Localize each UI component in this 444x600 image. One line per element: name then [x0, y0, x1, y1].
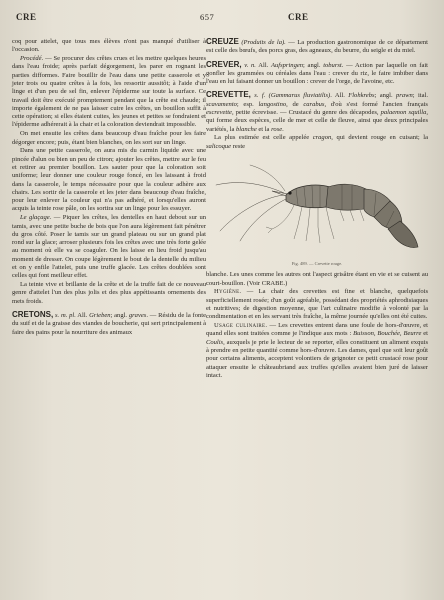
cretons-etym-mid: ; angl. [110, 312, 129, 319]
crevette-etym-ital-pre: ; ital. [412, 92, 428, 100]
crevette-p2-c: reste [231, 142, 246, 150]
crevette-text-c: , qui forme deux espèces, celle de mer et celle de fleuve, ainsi que deux principales variétés, la [206, 109, 428, 133]
crevette-text-d: et la [256, 125, 272, 133]
crevette-etym-all: Flohkrebs [348, 92, 375, 100]
shrimp-engraving [206, 155, 428, 259]
cretons-text: — Résidu de la fonte du suif et de la graisse des viandes de boucherie, qui sert principalement à faire des pains pour la nourriture des animaux [12, 312, 206, 336]
crever-etym-mid: ; angl. [303, 61, 324, 69]
crevette-palaemon: palaemon squilla [380, 109, 427, 117]
crever-headword: CREVER, [206, 59, 242, 69]
crevette-etym-esp: langostino [258, 100, 287, 108]
cretons-etym-all: Grieben [89, 312, 111, 319]
crevette-qualifier: (Gammarus fluviatilis) [268, 92, 331, 100]
crever-etym-angl: toburst [323, 61, 342, 69]
teinte-paragraph: La teinte vive et brillante de la crête et de la truffe fait de ce nouveau genre d'attelet l'un des plus jolis et des plus appétissants ornements des mets froids. [12, 281, 206, 305]
crevette-etym-pre: . All. [330, 92, 349, 100]
procede-label: Procédé. [20, 55, 44, 63]
crever-etym-post: . [341, 61, 344, 69]
cretons-headword: CRETONS, [12, 310, 54, 319]
crevette-etym-carabus: carabus [303, 100, 325, 108]
crever-gram: v. n. [241, 61, 256, 69]
glacage-label: Le glaçage. [20, 214, 52, 222]
creuze-text: — La production gastronomique de ce département est celle des bœufs, des porcs gras, des agneaux, du beurre, du seigle et du miel. [206, 39, 428, 55]
usage-text-b: , auxquels je prie le lecteur de se reporter, elles constituent un aliment exquis à prendre en petite quantité comme hors-d'œuvre. Les dames, quel que soit leur goût pour certains aliments, acceptent volontiers de grignoter ce petit crustacé rose pour attaquer ensuite le châteaubriand aux truffes qu'elles avaient bien juré de laisser intact. [206, 338, 428, 379]
cretons-etym-pre: All. [75, 312, 90, 319]
page-number: 657 [200, 12, 215, 22]
usage-text-a: — Les crevettes entrent dans une foule de hors-d'œuvre, et quand elles sont traitées comme je l'indique aux mots : [206, 322, 428, 338]
crevette-etym-esp-pre: ; esp. [236, 100, 259, 108]
shrimp-illustration [206, 155, 428, 259]
crever-entry [206, 61, 428, 87]
cretons-entry [12, 311, 206, 337]
hygiene-text: — La chair des crevettes est fine et blanche, quelquefois superficiellement rosée; d'un goût agréable, possédant des propriétés aphrodisiaques et nutritives; de digestion moyenne, que l'art culinaire modifie à volonté par la condimentation et en les servant très fraîche, la même journée qu'elles ont été cuites. [206, 288, 428, 321]
crevette-varieties-paragraph [206, 134, 428, 151]
crevette-etym-angl: prawn [396, 92, 413, 100]
crevette-headword: CREVETTE, [206, 90, 251, 100]
crevette-p2-b: , qui devient rouge en cuisant; la [331, 134, 428, 142]
intro-paragraph: coq pour attelet, que tous mes élèves n'ont pas manqué d'utiliser à l'occasion. [12, 38, 206, 54]
usage-label: Usage culinaire. [214, 322, 268, 330]
crevette-color-paragraph: blanche. Les unes comme les autres ont l'aspect grisâtre étant en vie et se cuisent au court-bouillon. (Voir CRABE.) [206, 271, 428, 287]
crevette-p2-a: La plus estimée est celle appelée [214, 134, 313, 142]
glacage-text: — Piquer les crêtes, les dentelles en haut debout sur un tamis, avec une petite buche de bois que l'on aura légèrement fait pénétrer du gros côté. Poser le tamis sur un grand plateau ou sur un grand plat rond sur la glace; arroser plusieurs fois les crêtes avec une très forte gelée au moment où elle va se coaguler. On les laisse en lieu froid jusqu'au moment de dresser. On coupe légèrement le bout de la dentelle du milieu et on y enfile l'attelet, puis une truffe glacée. Les crêtes doublées sont celles qui font meilleur effet. [12, 214, 206, 280]
crever-text: — Action par laquelle on fait gonfler les grammées ou céréales dans l'eau : crever du riz, le faire imbiber dans l'eau en lui faisant donner un bouillon : crever de l'orge, de l'avoine, etc. [206, 61, 428, 86]
creuze-qualifier: (Produits de la). [238, 39, 286, 46]
degorgement-paragraph: On met ensuite les crêtes dans beaucoup d'eau fraîche pour les faire dégorger encore; puis, étant bien blanches, on les sort sur un linge. [12, 130, 206, 146]
figure-caption: Fig. 489. — Crevette rouge. [291, 261, 343, 267]
crevette-escrevette: escrevette [206, 109, 232, 117]
cretons-etym-angl: graves [128, 312, 147, 319]
hygiene-paragraph [206, 288, 428, 321]
usage-crossrefs: Buisson, Bouchée, Beurre [353, 330, 422, 338]
creuze-entry [206, 38, 428, 56]
crevette-text-a: , d'où s'est formé l'ancien français [324, 100, 428, 108]
coloration-paragraph: Dans une petite casserole, on aura mis du carmin liquide avec une pincée d'alun ou bien un peu de citron; ajouter les crêtes, mettre sur le feu et retirer au premier bouillon. Les sauter pour que la coloration soit uniforme; leur donner une couleur rouge foncé, en les laissant à froid dans la casserole, le temps nécessaire pour que la couleur adhère aux chairs. Les sortir de la casserole et les jeter dans beaucoup d'eau fraîche, pour leur enlever la couleur qui n'a pas adhéré, et lorsqu'elles auront acquis la teinte rose pâle, on les sortira sur un linge pour les essuyer. [12, 147, 206, 213]
crevette-entry [206, 91, 428, 133]
crevette-gram: s. f. [250, 92, 269, 100]
procede-text: — Se procurer des crêtes crues et les mettre quelques heures dans l'eau froide; après parfait dégorgement, les parer en rognant les parties difformes. Faire bouillir de l'eau dans une petite casserole et y jeter trois ou quatre crêtes à la fois, les ressortir aussitôt; à l'aide d'un linge et d'un peu de sel fin, enlever l'épiderme sur toute la surface. Ce travail doit être exécuté promptement pendant que la crête est chaude; il importe également de ne pas laisser cuire les crêtes, un bouillon suffit à cette opération; si elles étaient cuites, les jeunes et petites se fondraient et l'épiderme adhérerait à la chair et la coloration deviendrait impossible. [12, 55, 206, 129]
crevette-etym-ital: scavamento [206, 100, 237, 108]
crevette-text-b: , petite écrevisse. — Crustacé du genre des décapodes, [231, 109, 381, 117]
creuze-headword: CREUZE [206, 37, 239, 46]
running-head-right: CRE [288, 12, 309, 22]
usage-coulis: Coulis [206, 338, 224, 346]
procede-paragraph [12, 55, 206, 130]
running-head-left: CRE [16, 12, 37, 22]
crevette-etym-carabus-pre: , de [286, 100, 304, 108]
crevette-rose: rose [271, 125, 283, 133]
crevette-etym-mid: ; angl. [374, 92, 397, 100]
crever-etym-all: Aufspringen [271, 61, 304, 69]
crevette-salicoque: salicoque [206, 142, 232, 150]
glacage-paragraph [12, 214, 206, 280]
usage-et: et [421, 330, 428, 338]
crevette-blanche: blanche [236, 125, 257, 133]
cretons-gram: s. m. pl. [55, 312, 76, 319]
usage-paragraph [206, 322, 428, 380]
crever-etym-pre: All. [255, 61, 272, 69]
crevette-text-e: . [282, 125, 284, 133]
crevette-cragon: cragon [312, 134, 332, 142]
right-column [206, 38, 428, 381]
hygiene-label: Hygiène. [214, 288, 242, 296]
cretons-etym-post: . [146, 312, 148, 319]
left-column [12, 38, 206, 337]
